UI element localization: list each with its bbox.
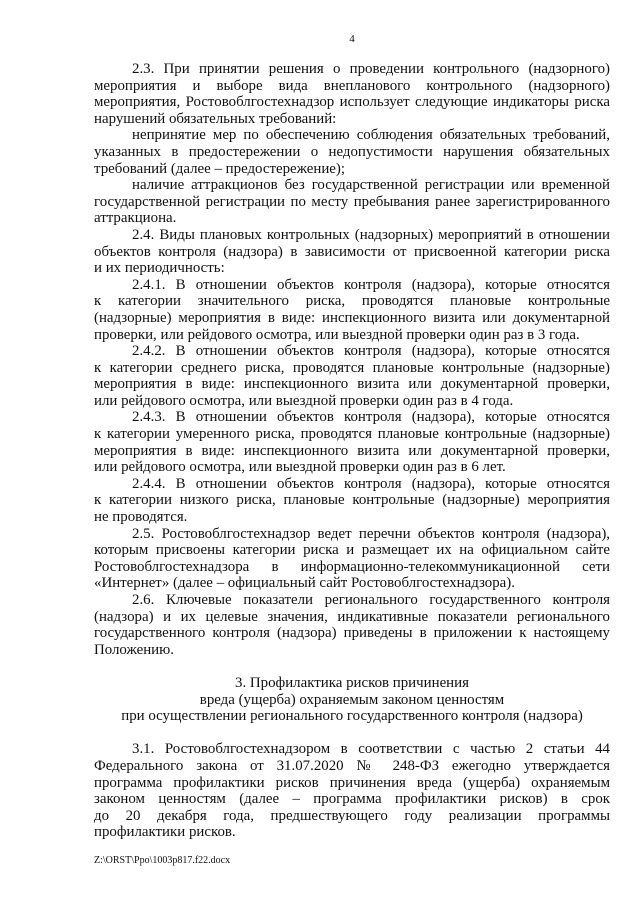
text-line: аттракциона. <box>94 210 177 227</box>
section-heading-line: 3. Профилактика рисков причинения <box>235 674 469 691</box>
text-line: профилактики рисков. <box>94 824 236 841</box>
risk-indicator-2 <box>94 177 610 227</box>
text-line: или рейдового осмотра, или выездной проверки один раз в 6 лет. <box>94 459 506 476</box>
clause-2-4-4 <box>94 476 610 526</box>
text-line: государственного контроля (надзора) приведены в приложении к настоящему <box>94 625 610 642</box>
clause-3-1 <box>94 741 610 841</box>
risk-indicator-1 <box>94 127 610 177</box>
text-line: наличие аттракционов без государственной регистрации или временной <box>132 177 610 194</box>
text-line: к категории низкого риска, плановые контрольные (надзорные) мероприятия <box>94 492 610 509</box>
text-line: 2.5. Ростовоблгостехнадзор ведет перечни объектов контроля (надзора), <box>132 525 610 542</box>
text-line: (надзорные) мероприятия в виде: инспекционного визита или документарной <box>94 309 610 326</box>
text-line: (надзора) и их целевые значения, индикативные показатели регионального <box>94 608 610 625</box>
text-line: государственной регистрации по месту пребывания ранее зарегистрированного <box>94 193 610 210</box>
text-line: 2.4. Виды плановых контрольных (надзорных) мероприятий в отношении <box>132 226 610 243</box>
section-heading-line: вреда (ущерба) охраняемым законом ценностям <box>199 691 505 708</box>
text-line: объектов контроля (надзора) в зависимости от присвоенной категории риска <box>94 243 610 260</box>
text-line: 2.4.4. В отношении объектов контроля (надзора), которые относятся <box>132 475 610 492</box>
text-line: программа профилактики рисков причинения вреда (ущерба) охраняемым <box>94 774 610 791</box>
clause-2-4-1 <box>94 277 610 343</box>
text-line: Федерального закона от 31.07.2020 № 248-ФЗ ежегодно утверждается <box>94 757 610 774</box>
text-line: 2.4.3. В отношении объектов контроля (надзора), которые относятся <box>132 409 610 426</box>
text-line: мероприятия, Ростовоблгостехнадзор использует следующие индикаторы риска <box>94 94 610 111</box>
text-line: нарушений обязательных требований: <box>94 110 337 127</box>
text-line: до 20 декабря года, предшествующего году реализации программы <box>94 807 610 824</box>
footer-file-path: Z:\ORST\Ppo\1003p817.f22.docx <box>94 855 231 866</box>
text-line: 2.3. При принятии решения о проведении контрольного (надзорного) <box>132 61 610 77</box>
text-line: к категории среднего риска, проводятся плановые контрольные (надзорные) <box>94 359 610 376</box>
section-heading-line: при осуществлении регионального государственного контроля (надзора) <box>121 708 583 725</box>
text-line: требований (далее – предостережение); <box>94 160 345 177</box>
text-line: Ростовоблгостехнадзора в информационно-телекоммуникационной сети <box>94 558 610 575</box>
text-line: проверки, или рейдового осмотра, или выездной проверки один раз в 3 года. <box>94 326 580 343</box>
text-line: 2.4.1. В отношении объектов контроля (надзора), которые относятся <box>132 276 610 293</box>
text-line: Положению. <box>94 641 174 658</box>
text-line: непринятие мер по обеспечению соблюдения обязательных требований, <box>132 127 610 144</box>
text-line: мероприятия в виде: инспекционного визита или документарной проверки, <box>94 442 610 459</box>
section-3-heading <box>94 675 610 725</box>
clause-2-4-3 <box>94 409 610 475</box>
text-line: которым присвоены категории риска и размещает их на официальном сайте <box>94 542 610 559</box>
text-line: 3.1. Ростовоблгостехнадзором в соответствии с частью 2 статьи 44 <box>132 741 610 758</box>
text-line: и их периодичность: <box>94 260 225 277</box>
text-line: мероприятия и выборе вида внепланового контрольного (надзорного) <box>94 77 610 94</box>
text-line: указанных в предостережении о недопустимости нарушения обязательных <box>94 143 610 160</box>
clause-2-5 <box>94 526 610 592</box>
text-line: к категории умеренного риска, проводятся плановые контрольные (надзорные) <box>94 426 610 443</box>
blank-line <box>94 725 610 742</box>
text-line: к категории значительного риска, проводятся плановые контрольные <box>94 293 610 310</box>
text-line: законом ценностям (далее – программа профилактики рисков) в срок <box>94 791 610 808</box>
text-line: или рейдового осмотра, или выездной проверки один раз в 4 года. <box>94 392 514 409</box>
clause-2-4-2 <box>94 343 610 409</box>
document-body <box>94 61 610 841</box>
blank-line <box>94 658 610 675</box>
clause-2-4 <box>94 227 610 277</box>
text-line: 2.4.2. В отношении объектов контроля (надзора), которые относятся <box>132 343 610 360</box>
page-number: 4 <box>349 33 355 45</box>
text-line: 2.6. Ключевые показатели регионального государственного контроля <box>132 592 610 608</box>
text-line: «Интернет» (далее – официальный сайт Ростовоблгостехнадзора). <box>94 575 515 592</box>
clause-2-6 <box>94 592 610 658</box>
text-line: не проводятся. <box>94 509 188 526</box>
clause-2-3 <box>94 61 610 127</box>
text-line: мероприятия в виде: инспекционного визита или документарной проверки, <box>94 376 610 393</box>
